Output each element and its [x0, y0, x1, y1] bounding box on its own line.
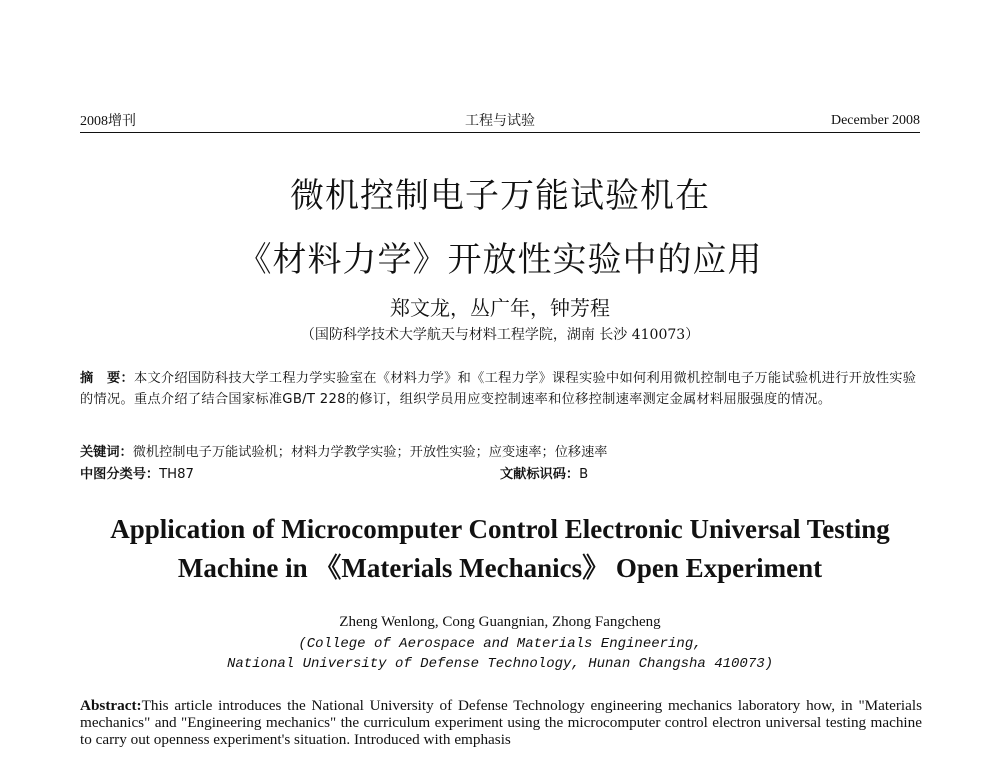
classification-label: 中图分类号： [80, 467, 160, 482]
en-abstract-text: This article introduces the National University of Defense Technology engineering mechanics laboratory how, in "Materials mechanics" and "Engineering mechanics" the curriculum experiment using the microcomputer control electron universal testing machine to carry out openness experiment's situation. Introduced with emphasis [80, 697, 922, 748]
document-code-label: 文献标识码： [500, 467, 580, 482]
en-affiliation-line-1: (College of Aerospace and Materials Engineering, [298, 636, 702, 652]
cn-keywords-text: 微机控制电子万能试验机；材料力学教学实验；开放性实验；应变速率；位移速率 [132, 445, 608, 460]
header-date: December 2008 [830, 113, 920, 128]
document-code-value: B [579, 467, 589, 482]
cn-abstract [80, 369, 920, 410]
header-journal-name: 工程与试验 [465, 113, 535, 129]
en-authors: Zheng Wenlong, Cong Guangnian, Zhong Fangcheng [339, 614, 661, 630]
header-rule [80, 132, 920, 133]
cn-abstract-label: 摘 要： [80, 371, 134, 386]
en-title-line-2: Machine in 《Materials Mechanics》 Open Experiment [177, 553, 823, 583]
cn-authors: 郑文龙，丛广年，钟芳程 [390, 296, 610, 320]
classification-number [80, 463, 194, 482]
classification-value: TH87 [159, 467, 194, 482]
en-abstract-label: Abstract: [80, 697, 142, 714]
en-title-line-1: Application of Microcomputer Control Electronic Universal Testing [110, 514, 890, 544]
header-issue: 2008增刊 [80, 114, 136, 129]
cn-title-line-1: 微机控制电子万能试验机在 [290, 176, 710, 216]
cn-title-line-2: 《材料力学》开放性实验中的应用 [237, 240, 763, 280]
cn-affiliation: （国防科学技术大学航天与材料工程学院，湖南 长沙 410073） [300, 327, 700, 343]
en-abstract [80, 697, 922, 748]
cn-abstract-text: 本文介绍国防科技大学工程力学实验室在《材料力学》和《工程力学》课程实验中如何利用微机控制电子万能试验机进行开放性实验的情况。重点介绍了结合国家标准GB/T 228的修订，组织学员用应变控制速率和位移控制速率测定金属材料屈服强度的情况。 [80, 371, 917, 407]
cn-keywords [80, 441, 920, 460]
document-code [500, 463, 588, 482]
cn-keywords-label: 关键词： [80, 445, 133, 460]
en-affiliation-line-2: National University of Defense Technology, Hunan Changsha 410073) [226, 656, 774, 672]
